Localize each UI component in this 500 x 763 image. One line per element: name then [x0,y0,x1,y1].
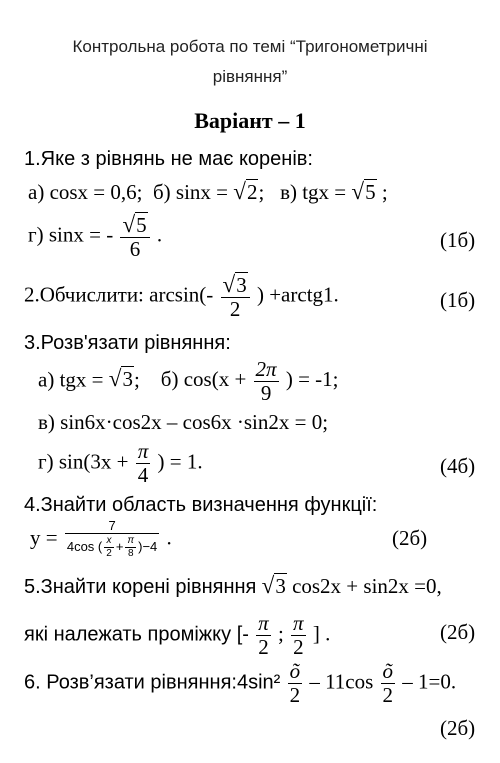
q5-line-2: які належать проміжку [- $\frac{\pi}{2}$ ; $\frac{\pi}{2}$ ] . [24,611,331,659]
q1-option-v: в) tgx = √5 ; [280,178,388,204]
fraction: $\frac{õ}{2}$ [382,659,394,707]
q1-points: (1б) [440,228,476,252]
q3-title: 3.Розв'язати рівняння: [24,332,231,354]
q5-line-1: 5.Знайти корені рівняння √3 cos2x + sin2x =0, [24,572,442,598]
q1-option-a: а) cosx = 0,6; [28,180,143,204]
sqrt-symbol: √3 [261,572,286,598]
q6-text: 6. Розв’язати рівняння:4sin² $\frac{õ}{2}$ – 11cos $\frac{õ}{2}$ – 1=0. [24,659,457,707]
q3-points: (4б) [440,454,476,478]
q3-option-g: г) sin(3x + $\frac{\pi}{4}$ ) = 1. [38,439,203,487]
q1-option-g: г) sinx = - $\frac{√5}{6}$ . [28,211,163,262]
q4-title: 4.Знайти область визначення функції: [24,494,378,516]
variant-title: Варіант – 1 [194,108,306,133]
q1-option-b: б) sinx = √2; [153,178,265,204]
sqrt-symbol: √5 [351,178,376,204]
q3-option-b: б) cos(x + $\frac{2\pi}{9}$ ) = -1; [160,357,339,405]
header-line-2: рівняння” [212,67,288,86]
q3-option-a: а) tgx = √3; [38,365,140,392]
fraction: $\frac{2\pi}{9}$ [255,357,277,405]
sqrt-symbol: √3 [108,365,133,392]
fraction: $\frac{\pi}{2}$ [293,611,304,659]
q1-options-row [28,178,388,205]
fraction: $\frac{õ}{2}$ [289,659,301,707]
q4-points: (2б) [392,526,428,550]
q1-title: 1.Яке з рівнянь не має коренів: [24,148,313,170]
document-header [30,32,470,92]
q6-points: (2б) [440,716,476,740]
q2-points: (1б) [440,288,476,312]
fraction: $\frac{√5}{6}$ [120,212,149,261]
q3-option-v: в) sin6x·cos2x – cos6x ·sin2x = 0; [38,410,329,434]
fraction: $\frac{√3}{2}$ [221,272,250,321]
header-line-1: Контрольна робота по темі “Тригонометричні [72,37,428,56]
sqrt-symbol: √2 [233,178,258,204]
fraction: 7 4cos ( $\frac{x}{2}$ + $\frac{\pi}{8}$ )−4 [66,518,158,559]
q4-formula: y = 7 4cos ( $\frac{x}{2}$ + $\frac{\pi}{8}$ )−4 . [30,518,172,559]
q3-row-ab [38,358,339,405]
fraction: $\frac{\pi}{4}$ [137,439,149,487]
fraction: $\frac{\pi}{2}$ [258,611,269,659]
q5-points: (2б) [440,620,476,644]
q2-text: 2.Обчислити: arcsin(- $\frac{√3}{2}$ ) +arctg1. [24,271,339,322]
